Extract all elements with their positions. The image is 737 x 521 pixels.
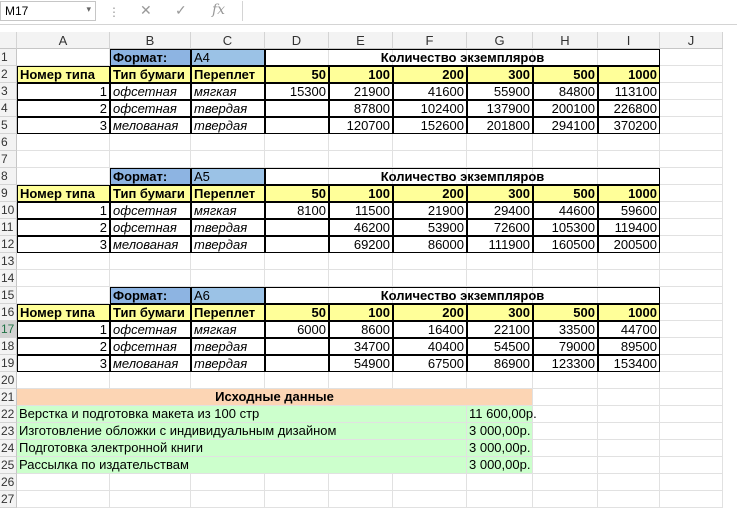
header-cell[interactable]: 500 [533, 185, 598, 202]
data-cell[interactable] [265, 117, 329, 134]
grid-cell[interactable] [660, 83, 723, 100]
source-item-value[interactable]: 11 600,00р. [469, 406, 537, 421]
grid-cell[interactable] [533, 457, 598, 474]
grid-cell[interactable] [191, 270, 265, 287]
grid-cell[interactable] [191, 372, 265, 389]
grid-cell[interactable] [17, 151, 110, 168]
header-cell[interactable]: 50 [265, 185, 329, 202]
formula-input[interactable] [242, 1, 737, 21]
data-cell[interactable]: 86000 [393, 236, 467, 253]
column-header-e[interactable]: E [329, 32, 393, 49]
grid-cell[interactable] [467, 253, 533, 270]
format-value[interactable]: A5 [191, 168, 265, 185]
grid-cell[interactable] [660, 117, 723, 134]
grid-cell[interactable] [191, 134, 265, 151]
grid-cell[interactable] [393, 270, 467, 287]
quantity-header[interactable]: Количество экземпляров [265, 49, 660, 66]
header-cell[interactable]: 1000 [598, 66, 660, 83]
data-cell[interactable]: офсетная [110, 83, 191, 100]
column-header-a[interactable]: A [17, 32, 110, 49]
data-cell[interactable]: 84800 [533, 83, 598, 100]
grid-cell[interactable] [467, 134, 533, 151]
grid-cell[interactable] [110, 491, 191, 508]
row-header-7[interactable]: 7 [0, 151, 17, 168]
data-cell[interactable]: 54500 [467, 338, 533, 355]
grid-cell[interactable] [17, 49, 110, 66]
data-cell[interactable] [265, 236, 329, 253]
header-cell[interactable]: Переплет [191, 185, 265, 202]
data-cell[interactable]: твердая [191, 117, 265, 134]
header-cell[interactable]: Номер типа [17, 66, 110, 83]
row-header-22[interactable]: 22 [0, 406, 17, 423]
data-cell[interactable]: 21900 [393, 202, 467, 219]
grid-cell[interactable] [329, 474, 393, 491]
data-cell[interactable]: мягкая [191, 83, 265, 100]
data-cell[interactable]: 33500 [533, 321, 598, 338]
header-cell[interactable]: 50 [265, 304, 329, 321]
row-header-21[interactable]: 21 [0, 389, 17, 406]
data-cell[interactable]: мягкая [191, 321, 265, 338]
formula-bar [0, 0, 737, 25]
header-cell[interactable]: 500 [533, 304, 598, 321]
data-cell[interactable]: твердая [191, 236, 265, 253]
data-cell[interactable]: 11500 [329, 202, 393, 219]
grid-cell[interactable] [467, 270, 533, 287]
source-item-label[interactable]: Рассылка по издательствам [17, 457, 467, 474]
grid-cell[interactable] [533, 491, 598, 508]
grid-cell[interactable] [660, 49, 723, 66]
row-header-16[interactable]: 16 [0, 304, 17, 321]
data-cell[interactable] [265, 355, 329, 372]
grid-cell[interactable] [660, 304, 723, 321]
data-cell[interactable]: 226800 [598, 100, 660, 117]
data-cell[interactable]: 16400 [393, 321, 467, 338]
row-header-9[interactable]: 9 [0, 185, 17, 202]
grid-cell[interactable] [660, 355, 723, 372]
grid-cell[interactable] [265, 491, 329, 508]
grid-cell[interactable] [660, 457, 723, 474]
grid-cell[interactable] [17, 491, 110, 508]
column-header-h[interactable]: H [533, 32, 598, 49]
grid-cell[interactable] [533, 151, 598, 168]
data-cell[interactable]: мелованая [110, 236, 191, 253]
header-cell[interactable]: 1000 [598, 185, 660, 202]
row-header-27[interactable]: 27 [0, 491, 17, 508]
header-cell[interactable]: 200 [393, 185, 467, 202]
grid-cell[interactable] [17, 372, 110, 389]
data-cell[interactable]: 40400 [393, 338, 467, 355]
grid-cell[interactable] [598, 253, 660, 270]
grid-cell[interactable] [598, 270, 660, 287]
grid-cell[interactable] [660, 253, 723, 270]
name-box-value: M17 [5, 4, 29, 18]
grid-cell[interactable] [533, 253, 598, 270]
grid-cell[interactable] [598, 457, 660, 474]
row-header-24[interactable]: 24 [0, 440, 17, 457]
row-header-26[interactable]: 26 [0, 474, 17, 491]
grid-cell[interactable] [598, 389, 660, 406]
row-header-11[interactable]: 11 [0, 219, 17, 236]
data-cell[interactable]: 15300 [265, 83, 329, 100]
source-item-label[interactable]: Подготовка электронной книги [17, 440, 467, 457]
grid-cell[interactable] [467, 372, 533, 389]
data-cell[interactable]: 153400 [598, 355, 660, 372]
grid-cell[interactable] [533, 406, 598, 423]
row-header-17[interactable]: 17 [0, 321, 17, 338]
data-cell[interactable]: 89500 [598, 338, 660, 355]
format-label[interactable]: Формат: [110, 287, 191, 304]
data-cell[interactable] [265, 100, 329, 117]
grid-cell[interactable] [467, 474, 533, 491]
grid-cell[interactable] [17, 474, 110, 491]
data-cell[interactable]: 6000 [265, 321, 329, 338]
data-cell[interactable]: 22100 [467, 321, 533, 338]
row-header-20[interactable]: 20 [0, 372, 17, 389]
grid-cell[interactable] [110, 372, 191, 389]
grid-cell[interactable] [265, 134, 329, 151]
grid-cell[interactable] [191, 491, 265, 508]
data-cell[interactable]: 54900 [329, 355, 393, 372]
grid-cell[interactable] [265, 253, 329, 270]
row-header-8[interactable]: 8 [0, 168, 17, 185]
data-cell[interactable]: твердая [191, 219, 265, 236]
data-cell[interactable]: 72600 [467, 219, 533, 236]
data-cell[interactable]: мягкая [191, 202, 265, 219]
format-label[interactable]: Формат: [110, 49, 191, 66]
cancel-icon[interactable]: ✕ [140, 2, 152, 18]
row-header-6[interactable]: 6 [0, 134, 17, 151]
row-header-12[interactable]: 12 [0, 236, 17, 253]
data-cell[interactable]: 370200 [598, 117, 660, 134]
grid-cell[interactable] [660, 134, 723, 151]
grid-cell[interactable] [17, 168, 110, 185]
data-cell[interactable]: 102400 [393, 100, 467, 117]
row-header-23[interactable]: 23 [0, 423, 17, 440]
data-cell[interactable]: 200500 [598, 236, 660, 253]
data-cell[interactable]: 119400 [598, 219, 660, 236]
grid-cell[interactable] [329, 372, 393, 389]
data-cell[interactable]: твердая [191, 338, 265, 355]
data-cell[interactable]: 86900 [467, 355, 533, 372]
data-cell[interactable]: 1 [17, 321, 110, 338]
grid-cell[interactable] [660, 236, 723, 253]
grid-cell[interactable] [598, 406, 660, 423]
insert-function-icon[interactable]: fx [212, 2, 226, 18]
data-cell[interactable]: офсетная [110, 338, 191, 355]
source-item-label[interactable]: Изготовление обложки с индивидуальным дизайном [17, 423, 467, 440]
format-label[interactable]: Формат: [110, 168, 191, 185]
grid-cell[interactable] [110, 270, 191, 287]
format-value[interactable]: A6 [191, 287, 265, 304]
header-cell[interactable]: 100 [329, 66, 393, 83]
chevron-down-icon[interactable]: ▾ [86, 4, 91, 14]
row-header-3[interactable]: 3 [0, 83, 17, 100]
data-cell[interactable]: 55900 [467, 83, 533, 100]
source-item-value[interactable]: 3 000,00р. [467, 423, 533, 440]
grid-cell[interactable] [660, 389, 723, 406]
grid-cell[interactable] [660, 321, 723, 338]
grid-cell[interactable] [393, 474, 467, 491]
grid-cell[interactable] [660, 491, 723, 508]
grid-cell[interactable] [110, 253, 191, 270]
row-header-5[interactable]: 5 [0, 117, 17, 134]
data-cell[interactable]: 8100 [265, 202, 329, 219]
data-cell[interactable]: 3 [17, 117, 110, 134]
grid-cell[interactable] [533, 423, 598, 440]
header-cell[interactable]: Номер типа [17, 185, 110, 202]
data-cell[interactable]: 46200 [329, 219, 393, 236]
row-header-10[interactable]: 10 [0, 202, 17, 219]
grid-cell[interactable] [17, 253, 110, 270]
data-cell[interactable]: 160500 [533, 236, 598, 253]
data-cell[interactable]: 105300 [533, 219, 598, 236]
name-box[interactable] [0, 1, 96, 21]
data-cell[interactable]: 113100 [598, 83, 660, 100]
grid-cell[interactable] [393, 372, 467, 389]
row-header-2[interactable]: 2 [0, 66, 17, 83]
grid-cell[interactable] [660, 151, 723, 168]
grid-cell[interactable] [467, 491, 533, 508]
data-cell[interactable]: 34700 [329, 338, 393, 355]
grid-cell[interactable] [393, 134, 467, 151]
data-cell[interactable] [265, 219, 329, 236]
grid-cell[interactable] [598, 491, 660, 508]
grid-cell[interactable] [191, 474, 265, 491]
grid-cell[interactable] [329, 270, 393, 287]
grid-cell[interactable] [393, 151, 467, 168]
data-cell[interactable]: 41600 [393, 83, 467, 100]
grid-cell[interactable] [660, 287, 723, 304]
grid-cell[interactable] [110, 151, 191, 168]
header-cell[interactable]: 300 [467, 66, 533, 83]
data-cell[interactable]: 2 [17, 100, 110, 117]
source-item-label[interactable]: Верстка и подготовка макета из 100 стр [17, 406, 467, 423]
grid-cell[interactable] [533, 134, 598, 151]
grid-cell[interactable] [110, 134, 191, 151]
header-cell[interactable]: Переплет [191, 304, 265, 321]
grid-cell[interactable] [660, 270, 723, 287]
data-cell[interactable]: 59600 [598, 202, 660, 219]
header-cell[interactable]: Переплет [191, 66, 265, 83]
data-cell[interactable]: 2 [17, 219, 110, 236]
column-header-f[interactable]: F [393, 32, 467, 49]
data-cell[interactable] [265, 338, 329, 355]
data-cell[interactable]: 67500 [393, 355, 467, 372]
grid-cell[interactable] [393, 253, 467, 270]
row-header-4[interactable]: 4 [0, 100, 17, 117]
data-cell[interactable]: 44600 [533, 202, 598, 219]
data-cell[interactable]: 120700 [329, 117, 393, 134]
grip-icon: ⋮ [108, 5, 120, 19]
data-cell[interactable]: 3 [17, 236, 110, 253]
data-cell[interactable]: твердая [191, 100, 265, 117]
grid-cell[interactable] [265, 372, 329, 389]
grid-cell[interactable] [533, 372, 598, 389]
column-header-d[interactable]: D [265, 32, 329, 49]
header-cell[interactable]: 1000 [598, 304, 660, 321]
data-cell[interactable]: 44700 [598, 321, 660, 338]
grid-cell[interactable] [660, 338, 723, 355]
grid-cell[interactable] [660, 219, 723, 236]
column-header-j[interactable]: J [660, 32, 723, 49]
grid-cell[interactable] [660, 372, 723, 389]
grid-cell[interactable] [533, 474, 598, 491]
row-header-15[interactable]: 15 [0, 287, 17, 304]
grid-cell[interactable] [660, 168, 723, 185]
grid-cell[interactable] [660, 440, 723, 457]
data-cell[interactable]: 123300 [533, 355, 598, 372]
grid-cell[interactable] [393, 491, 467, 508]
data-cell[interactable]: 3 [17, 355, 110, 372]
row-header-1[interactable]: 1 [0, 49, 17, 66]
header-cell[interactable]: 300 [467, 185, 533, 202]
data-cell[interactable]: мелованая [110, 355, 191, 372]
quantity-header[interactable]: Количество экземпляров [265, 168, 660, 185]
data-cell[interactable]: твердая [191, 355, 265, 372]
grid-cell[interactable] [598, 440, 660, 457]
data-cell[interactable]: 2 [17, 338, 110, 355]
header-cell[interactable]: 500 [533, 66, 598, 83]
grid-cell[interactable] [598, 134, 660, 151]
grid-cell[interactable] [329, 491, 393, 508]
column-header-b[interactable]: B [110, 32, 191, 49]
header-cell[interactable]: Тип бумаги [110, 185, 191, 202]
data-cell[interactable]: офсетная [110, 100, 191, 117]
data-cell[interactable]: 1 [17, 202, 110, 219]
data-cell[interactable]: 201800 [467, 117, 533, 134]
grid-cell[interactable] [598, 151, 660, 168]
grid-cell[interactable] [660, 202, 723, 219]
header-cell[interactable]: Тип бумаги [110, 66, 191, 83]
data-cell[interactable]: 152600 [393, 117, 467, 134]
row-header-19[interactable]: 19 [0, 355, 17, 372]
grid-cell[interactable] [110, 474, 191, 491]
header-cell[interactable]: 50 [265, 66, 329, 83]
header-cell[interactable]: 200 [393, 66, 467, 83]
grid-cell[interactable] [660, 406, 723, 423]
grid-cell[interactable] [598, 474, 660, 491]
data-cell[interactable]: мелованая [110, 117, 191, 134]
select-all-corner[interactable] [0, 32, 17, 49]
data-cell[interactable]: 137900 [467, 100, 533, 117]
grid-cell[interactable] [598, 423, 660, 440]
header-cell[interactable]: 300 [467, 304, 533, 321]
row-header-14[interactable]: 14 [0, 270, 17, 287]
source-item-value[interactable]: 3 000,00р. [467, 440, 533, 457]
grid-cell[interactable] [17, 287, 110, 304]
data-cell[interactable]: 1 [17, 83, 110, 100]
format-value[interactable]: A4 [191, 49, 265, 66]
source-title[interactable]: Исходные данные [17, 389, 533, 406]
data-cell[interactable]: 69200 [329, 236, 393, 253]
row-header-13[interactable]: 13 [0, 253, 17, 270]
source-item-value[interactable]: 3 000,00р. [467, 457, 533, 474]
grid-cell[interactable] [191, 151, 265, 168]
data-cell[interactable]: офсетная [110, 321, 191, 338]
grid-cell[interactable] [17, 270, 110, 287]
grid-cell[interactable] [533, 440, 598, 457]
column-header-c[interactable]: C [191, 32, 265, 49]
grid-cell[interactable] [191, 253, 265, 270]
data-cell[interactable]: 87800 [329, 100, 393, 117]
grid-cell[interactable] [265, 474, 329, 491]
quantity-header[interactable]: Количество экземпляров [265, 287, 660, 304]
data-cell[interactable]: 29400 [467, 202, 533, 219]
grid-cell[interactable] [533, 389, 598, 406]
grid-cell[interactable] [17, 134, 110, 151]
data-cell[interactable]: 294100 [533, 117, 598, 134]
grid-cell[interactable] [265, 151, 329, 168]
row-header-18[interactable]: 18 [0, 338, 17, 355]
grid-cell[interactable] [265, 270, 329, 287]
header-cell[interactable]: 100 [329, 185, 393, 202]
header-cell[interactable]: Тип бумаги [110, 304, 191, 321]
column-header-i[interactable]: I [598, 32, 660, 49]
grid-cell[interactable] [660, 100, 723, 117]
grid-cell[interactable] [329, 134, 393, 151]
grid-cell[interactable] [660, 66, 723, 83]
data-cell[interactable]: 200100 [533, 100, 598, 117]
grid-cell[interactable] [660, 474, 723, 491]
column-header-g[interactable]: G [467, 32, 533, 49]
row-header-25[interactable]: 25 [0, 457, 17, 474]
header-cell[interactable]: 100 [329, 304, 393, 321]
data-cell[interactable]: 21900 [329, 83, 393, 100]
grid-cell[interactable] [660, 185, 723, 202]
header-cell[interactable]: 200 [393, 304, 467, 321]
grid-cell[interactable] [329, 151, 393, 168]
grid-cell[interactable] [598, 372, 660, 389]
data-cell[interactable]: 53900 [393, 219, 467, 236]
data-cell[interactable]: 79000 [533, 338, 598, 355]
grid-cell[interactable] [329, 253, 393, 270]
data-cell[interactable]: офсетная [110, 219, 191, 236]
grid-cell[interactable] [660, 423, 723, 440]
data-cell[interactable]: 111900 [467, 236, 533, 253]
data-cell[interactable]: офсетная [110, 202, 191, 219]
data-cell[interactable]: 8600 [329, 321, 393, 338]
enter-icon[interactable]: ✓ [175, 2, 187, 18]
header-cell[interactable]: Номер типа [17, 304, 110, 321]
grid-cell[interactable] [467, 151, 533, 168]
grid-cell[interactable] [533, 270, 598, 287]
